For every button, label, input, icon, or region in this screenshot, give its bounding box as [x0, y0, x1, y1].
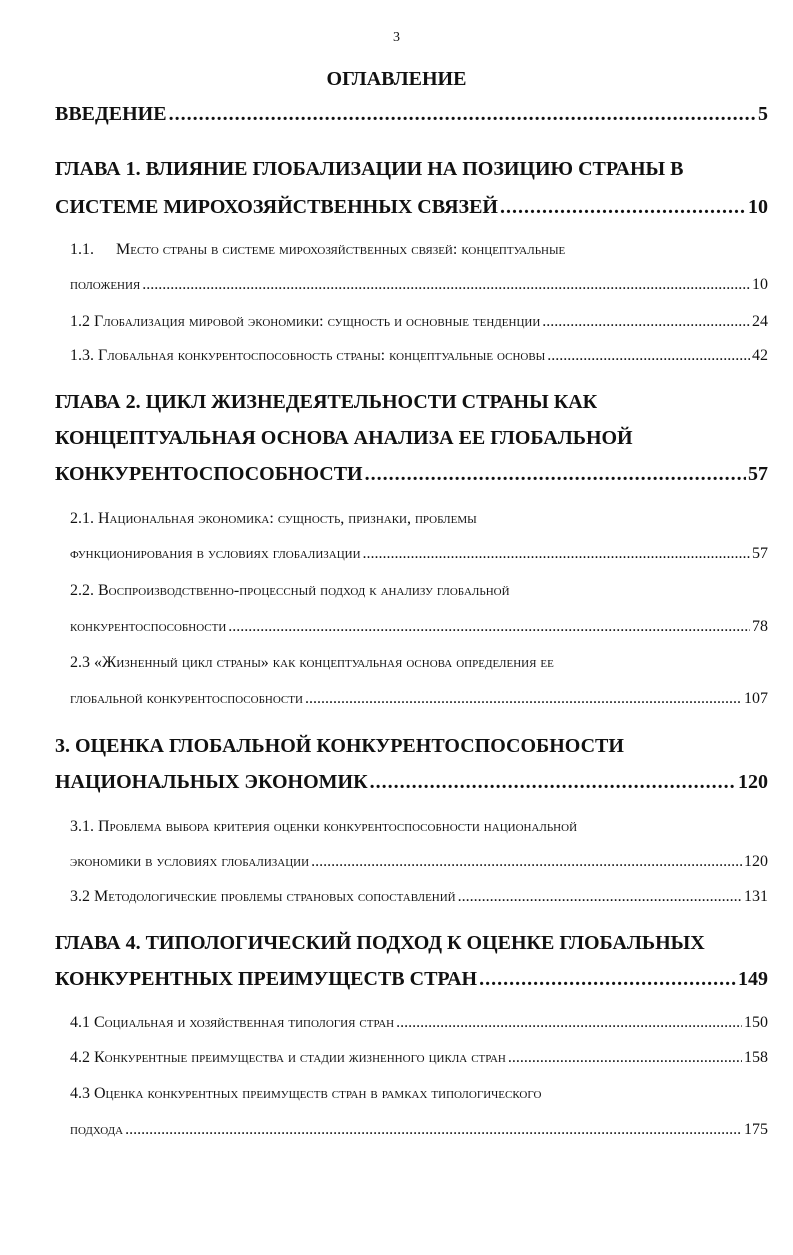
entry-page: 107 [744, 690, 768, 707]
toc-entry-section-2-2[interactable] [70, 618, 768, 636]
dot-leader [542, 313, 750, 331]
toc-entry-chapter-3[interactable] [55, 771, 768, 794]
dot-leader [169, 103, 756, 126]
entry-label: ГЛАВА 4. ТИПОЛОГИЧЕСКИЙ ПОДХОД К ОЦЕНКЕ ГЛОБАЛЬНЫХ [55, 932, 705, 954]
dot-leader [508, 1049, 742, 1067]
toc-entry-section-1-1[interactable] [70, 276, 768, 294]
toc-entry-chapter-2[interactable] [55, 463, 768, 486]
entry-page: 158 [744, 1049, 768, 1066]
toc-entry-chapter-4[interactable] [55, 968, 768, 991]
chapter-3-heading-line1[interactable] [55, 735, 768, 758]
entry-label: 1.3. Глобальная конкурентоспособность страны: концептуальные основы [70, 347, 546, 364]
dot-leader [547, 347, 750, 365]
toc-entry-section-3-2[interactable] [70, 888, 768, 906]
entry-label: 2.3 «Жизненный цикл страны» как концептуальная основа определения ее [70, 654, 554, 671]
entry-label: КОНЦЕПТУАЛЬНАЯ ОСНОВА АНАЛИЗА ЕЕ ГЛОБАЛЬНОЙ [55, 427, 633, 449]
entry-label: 4.2 Конкурентные преимущества и стадии жизненного цикла стран [70, 1049, 506, 1066]
toc-entry-chapter-1[interactable] [55, 196, 768, 219]
entry-label: функционирования в условиях глобализации [70, 545, 361, 562]
entry-page: 57 [748, 463, 768, 485]
entry-label: глобальной конкурентоспособности [70, 690, 303, 707]
entry-page: 150 [744, 1014, 768, 1031]
entry-label: ГЛАВА 1. ВЛИЯНИЕ ГЛОБАЛИЗАЦИИ НА ПОЗИЦИЮ СТРАНЫ В [55, 158, 684, 180]
entry-page: 24 [752, 313, 768, 330]
toc-entry-section-4-1[interactable] [70, 1014, 768, 1032]
dot-leader [125, 1121, 742, 1139]
entry-label: 3.1. Проблема выбора критерия оценки конкурентоспособности национальной [70, 818, 578, 835]
toc-entry-section-4-2[interactable] [70, 1049, 768, 1067]
entry-label: положения [70, 276, 141, 293]
entry-label: 3.2 Методологические проблемы страновых сопоставлений [70, 888, 456, 905]
toc-entry-section-2-1[interactable] [70, 545, 768, 563]
entry-label: 2.1. Национальная экономика: сущность, признаки, проблемы [70, 510, 477, 527]
entry-page: 5 [758, 103, 768, 125]
entry-label: экономики в условиях глобализации [70, 853, 310, 870]
toc-title: ОГЛАВЛЕНИЕ [326, 68, 467, 90]
toc-entry-section-3-1[interactable] [70, 853, 768, 871]
dot-leader [365, 463, 746, 486]
dot-leader [142, 276, 750, 294]
entry-label: 4.1 Социальная и хозяйственная типология стран [70, 1014, 395, 1031]
dot-leader [500, 196, 746, 219]
entry-page: 131 [744, 888, 768, 905]
entry-page: 175 [744, 1121, 768, 1138]
dot-leader [370, 771, 736, 794]
entry-page: 120 [738, 771, 768, 793]
section-2-3-line1[interactable] [70, 654, 768, 672]
dot-leader [228, 618, 750, 636]
entry-page: 120 [744, 853, 768, 870]
entry-label: конкурентоспособности [70, 618, 227, 635]
entry-page: 42 [752, 347, 768, 364]
dot-leader [458, 888, 742, 906]
entry-label: подхода [70, 1121, 124, 1138]
entry-label: КОНКУРЕНТНЫХ ПРЕИМУЩЕСТВ СТРАН [55, 968, 478, 990]
entry-label: 4.3 Оценка конкурентных преимуществ стран в рамках типологического [70, 1085, 542, 1102]
section-2-2-line1[interactable] [70, 582, 768, 600]
entry-label: ГЛАВА 2. ЦИКЛ ЖИЗНЕДЕЯТЕЛЬНОСТИ СТРАНЫ КАК [55, 391, 598, 413]
toc-entry-section-2-3[interactable] [70, 690, 768, 708]
toc-entry-section-4-3[interactable] [70, 1121, 768, 1139]
entry-page: 10 [752, 276, 768, 293]
chapter-4-heading-line1[interactable] [55, 932, 768, 955]
entry-page: 57 [752, 545, 768, 562]
section-3-1-line1[interactable] [70, 818, 768, 836]
toc-entry-introduction[interactable] [55, 103, 768, 126]
chapter-2-heading-line1[interactable] [55, 391, 768, 414]
chapter-1-heading-line1[interactable] [55, 158, 768, 181]
entry-label: ВВЕДЕНИЕ [55, 103, 167, 125]
dot-leader [396, 1014, 742, 1032]
chapter-2-heading-line2[interactable] [55, 427, 768, 450]
entry-label: СИСТЕМЕ МИРОХОЗЯЙСТВЕННЫХ СВЯЗЕЙ [55, 196, 498, 218]
dot-leader [311, 853, 742, 871]
section-2-1-line1[interactable] [70, 510, 768, 528]
dot-leader [479, 968, 736, 991]
dot-leader [363, 545, 750, 563]
entry-page: 10 [748, 196, 768, 218]
section-1-1-line1[interactable] [70, 241, 768, 259]
entry-page: 78 [752, 618, 768, 635]
entry-label: Место страны в системе мирохозяйственных связей: концептуальные [116, 241, 566, 258]
entry-page: 149 [738, 968, 768, 990]
section-4-3-line1[interactable] [70, 1085, 768, 1103]
entry-label: 1.2 Глобализация мировой экономики: сущность и основные тенденции [70, 313, 541, 330]
section-number: 1.1. [70, 241, 94, 258]
toc-entry-section-1-2[interactable] [70, 313, 768, 331]
entry-label: 3. ОЦЕНКА ГЛОБАЛЬНОЙ КОНКУРЕНТОСПОСОБНОСТИ [55, 735, 624, 757]
dot-leader [305, 690, 742, 708]
page-number: 3 [393, 30, 400, 45]
entry-label: 2.2. Воспроизводственно-процессный подход к анализу глобальной [70, 582, 510, 599]
toc-entry-section-1-3[interactable] [70, 347, 768, 365]
entry-label: КОНКУРЕНТОСПОСОБНОСТИ [55, 463, 363, 485]
entry-label: НАЦИОНАЛЬНЫХ ЭКОНОМИК [55, 771, 368, 793]
